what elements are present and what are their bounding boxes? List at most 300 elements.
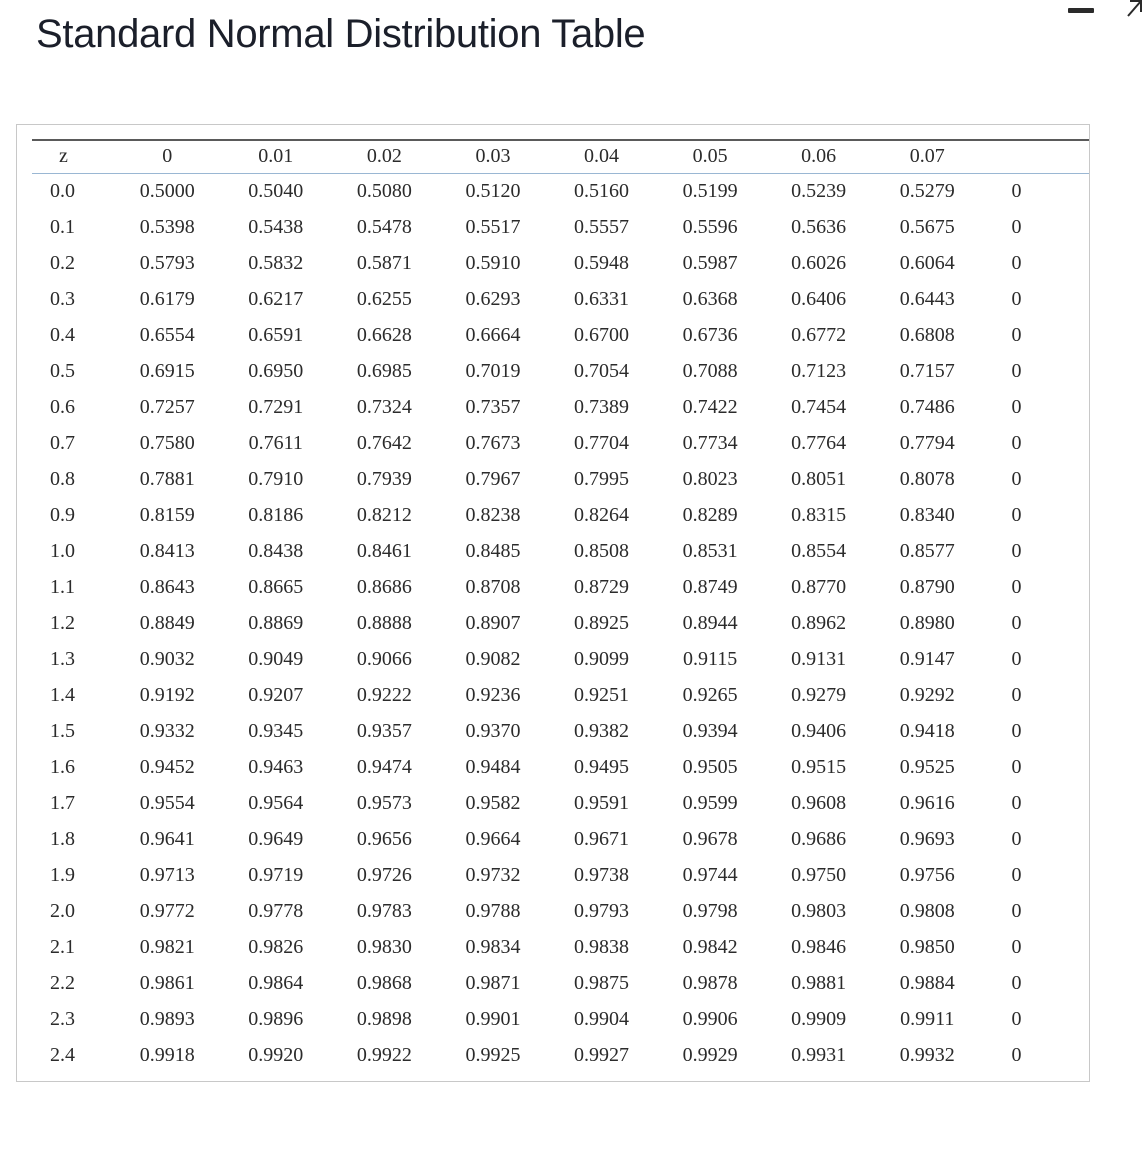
probability-cell: 0.9906 <box>682 1007 738 1030</box>
probability-cell: 0.7673 <box>465 431 521 454</box>
z-value-cell: 2.1 <box>50 935 75 958</box>
probability-cell: 0.5160 <box>574 179 630 202</box>
probability-cell: 0.7611 <box>248 431 303 454</box>
z-value-cell: 0.4 <box>50 323 75 346</box>
probability-cell: 0.9909 <box>791 1007 847 1030</box>
probability-cell: 0.9850 <box>899 935 955 958</box>
probability-cell: 0.9082 <box>465 647 521 670</box>
probability-cell: 0.7794 <box>899 431 955 454</box>
z-value-cell: 0.0 <box>50 179 75 202</box>
probability-cell: 0.8186 <box>248 503 304 526</box>
probability-cell: 0.9382 <box>574 719 630 742</box>
probability-cell: 0.7734 <box>682 431 738 454</box>
probability-cell: 0.9279 <box>791 683 847 706</box>
probability-cell: 0.9846 <box>791 935 847 958</box>
z-value-cell: 2.4 <box>50 1043 75 1066</box>
probability-cell: 0.9236 <box>465 683 521 706</box>
probability-cell: 0.9678 <box>682 827 738 850</box>
table-row <box>32 821 1089 857</box>
probability-cell: 0.5279 <box>899 179 955 202</box>
probability-cell: 0.9931 <box>791 1043 847 1066</box>
table-header-row <box>32 139 1089 173</box>
clipped-column-cell: 0 <box>1011 431 1022 454</box>
probability-cell: 0.9838 <box>574 935 630 958</box>
probability-cell: 0.9726 <box>356 863 412 886</box>
probability-cell: 0.5636 <box>791 215 847 238</box>
probability-cell: 0.9463 <box>248 755 304 778</box>
probability-cell: 0.9772 <box>139 899 195 922</box>
clipped-column-cell: 0 <box>1011 827 1022 850</box>
table-row <box>32 1001 1089 1037</box>
probability-cell: 0.8749 <box>682 575 738 598</box>
probability-cell: 0.5675 <box>899 215 955 238</box>
cut-off-cell <box>439 1073 548 1082</box>
probability-cell: 0.9798 <box>682 899 738 922</box>
table-row <box>32 965 1089 1001</box>
probability-cell: 0.6406 <box>791 287 847 310</box>
z-value-cell: 1.2 <box>50 611 75 634</box>
column-header: 0.02 <box>366 144 402 167</box>
probability-cell: 0.7642 <box>356 431 412 454</box>
probability-cell: 0.9495 <box>574 755 630 778</box>
table-row <box>32 533 1089 569</box>
column-header: 0.06 <box>801 144 837 167</box>
table-row <box>32 893 1089 929</box>
probability-cell: 0.9808 <box>899 899 955 922</box>
probability-cell: 0.9418 <box>899 719 955 742</box>
probability-cell: 0.9357 <box>356 719 412 742</box>
probability-cell: 0.6293 <box>465 287 521 310</box>
probability-cell: 0.7019 <box>465 359 521 382</box>
probability-cell: 0.9744 <box>682 863 738 886</box>
probability-cell: 0.9788 <box>465 899 521 922</box>
column-header: 0.04 <box>584 144 620 167</box>
clipped-column-cell: 0 <box>1011 647 1022 670</box>
probability-cell: 0.9871 <box>465 971 521 994</box>
probability-cell: 0.9292 <box>899 683 955 706</box>
clipped-column-cell: 0 <box>1011 179 1022 202</box>
probability-cell: 0.9904 <box>574 1007 630 1030</box>
z-value-cell: 0.3 <box>50 287 75 310</box>
probability-cell: 0.9573 <box>356 791 412 814</box>
probability-cell: 0.5793 <box>139 251 195 274</box>
probability-cell: 0.5910 <box>465 251 521 274</box>
probability-cell: 0.6985 <box>356 359 412 382</box>
z-value-cell: 1.7 <box>50 791 75 814</box>
z-column-header: z <box>59 144 68 167</box>
probability-cell: 0.9131 <box>791 647 847 670</box>
probability-cell: 0.5517 <box>465 215 521 238</box>
probability-cell: 0.9222 <box>356 683 412 706</box>
clipped-column-cell: 0 <box>1011 323 1022 346</box>
table-row <box>32 641 1089 677</box>
probability-cell: 0.9868 <box>356 971 412 994</box>
probability-cell: 0.5557 <box>574 215 630 238</box>
table-row <box>32 245 1089 281</box>
table-row <box>32 317 1089 353</box>
probability-cell: 0.9599 <box>682 791 738 814</box>
probability-cell: 0.9505 <box>682 755 738 778</box>
probability-cell: 0.7580 <box>139 431 195 454</box>
probability-cell: 0.9664 <box>465 827 521 850</box>
probability-cell: 0.5040 <box>248 179 304 202</box>
clipped-column-cell: 0 <box>1011 863 1022 886</box>
probability-cell: 0.7088 <box>682 359 738 382</box>
z-value-cell: 1.4 <box>50 683 75 706</box>
clipped-column-cell: 0 <box>1011 755 1022 778</box>
probability-cell: 0.5398 <box>139 215 195 238</box>
z-value-cell: 2.2 <box>50 971 75 994</box>
probability-cell: 0.6255 <box>356 287 412 310</box>
probability-cell: 0.6664 <box>465 323 521 346</box>
probability-cell: 0.9192 <box>139 683 195 706</box>
probability-cell: 0.9830 <box>356 935 412 958</box>
probability-cell: 0.9911 <box>900 1007 955 1030</box>
table-row <box>32 173 1089 209</box>
probability-cell: 0.9898 <box>356 1007 412 1030</box>
probability-cell: 0.9115 <box>682 647 738 670</box>
probability-cell: 0.8340 <box>899 503 955 526</box>
probability-cell: 0.9582 <box>465 791 521 814</box>
probability-cell: 0.5199 <box>682 179 738 202</box>
clipped-column-cell: 0 <box>1011 899 1022 922</box>
probability-cell: 0.6443 <box>899 287 955 310</box>
probability-cell: 0.8315 <box>791 503 847 526</box>
probability-cell: 0.9332 <box>139 719 195 742</box>
probability-cell: 0.9693 <box>899 827 955 850</box>
probability-cell: 0.6026 <box>791 251 847 274</box>
probability-cell: 0.7054 <box>574 359 630 382</box>
probability-cell: 0.6950 <box>248 359 304 382</box>
probability-cell: 0.9049 <box>248 647 304 670</box>
probability-cell: 0.8289 <box>682 503 738 526</box>
probability-cell: 0.8461 <box>356 539 412 562</box>
probability-cell: 0.9738 <box>574 863 630 886</box>
table-row <box>32 929 1089 965</box>
probability-cell: 0.5596 <box>682 215 738 238</box>
probability-cell: 0.7454 <box>791 395 847 418</box>
cut-off-cell <box>656 1073 765 1082</box>
probability-cell: 0.5871 <box>356 251 412 274</box>
probability-cell: 0.6179 <box>139 287 195 310</box>
probability-cell: 0.7324 <box>356 395 412 418</box>
cut-off-cell <box>982 1073 1089 1082</box>
probability-cell: 0.7939 <box>356 467 412 490</box>
probability-cell: 0.5120 <box>465 179 521 202</box>
clipped-column-cell: 0 <box>1011 1043 1022 1066</box>
probability-cell: 0.9893 <box>139 1007 195 1030</box>
z-value-cell: 0.6 <box>50 395 75 418</box>
probability-cell: 0.9834 <box>465 935 521 958</box>
probability-cell: 0.6772 <box>791 323 847 346</box>
probability-cell: 0.8485 <box>465 539 521 562</box>
probability-cell: 0.8264 <box>574 503 630 526</box>
probability-cell: 0.6628 <box>356 323 412 346</box>
probability-cell: 0.8554 <box>791 539 847 562</box>
probability-cell: 0.9591 <box>574 791 630 814</box>
probability-cell: 0.9671 <box>574 827 630 850</box>
z-value-cell: 0.7 <box>50 431 75 454</box>
probability-cell: 0.5478 <box>356 215 412 238</box>
probability-cell: 0.6591 <box>248 323 304 346</box>
page-title: Standard Normal Distribution Table <box>36 12 646 56</box>
probability-cell: 0.8790 <box>899 575 955 598</box>
probability-cell: 0.9778 <box>248 899 304 922</box>
probability-cell: 0.8980 <box>899 611 955 634</box>
z-value-cell: 1.5 <box>50 719 75 742</box>
probability-cell: 0.9484 <box>465 755 521 778</box>
probability-cell: 0.8770 <box>791 575 847 598</box>
table-row <box>32 461 1089 497</box>
probability-cell: 0.9525 <box>899 755 955 778</box>
minimize-icon[interactable] <box>1068 8 1094 13</box>
z-value-cell: 2.3 <box>50 1007 75 1030</box>
probability-cell: 0.9032 <box>139 647 195 670</box>
probability-cell: 0.7357 <box>465 395 521 418</box>
probability-cell: 0.9608 <box>791 791 847 814</box>
probability-cell: 0.9099 <box>574 647 630 670</box>
probability-cell: 0.7486 <box>899 395 955 418</box>
probability-cell: 0.9821 <box>139 935 195 958</box>
expand-icon[interactable] <box>1124 0 1142 18</box>
cut-off-cell <box>330 1073 439 1082</box>
probability-cell: 0.9732 <box>465 863 521 886</box>
clipped-column-cell: 0 <box>1011 1007 1022 1030</box>
probability-cell: 0.9370 <box>465 719 521 742</box>
probability-cell: 0.7995 <box>574 467 630 490</box>
z-value-cell: 0.1 <box>50 215 75 238</box>
probability-cell: 0.9474 <box>356 755 412 778</box>
probability-cell: 0.7291 <box>248 395 304 418</box>
probability-cell: 0.8159 <box>139 503 195 526</box>
probability-cell: 0.8708 <box>465 575 521 598</box>
probability-cell: 0.9881 <box>791 971 847 994</box>
probability-cell: 0.7881 <box>139 467 195 490</box>
probability-cell: 0.7257 <box>139 395 195 418</box>
probability-cell: 0.7123 <box>791 359 847 382</box>
column-header: 0.01 <box>258 144 294 167</box>
table-row <box>32 389 1089 425</box>
table-row <box>32 857 1089 893</box>
probability-cell: 0.5987 <box>682 251 738 274</box>
z-value-cell: 1.9 <box>50 863 75 886</box>
probability-cell: 0.8907 <box>465 611 521 634</box>
clipped-column-cell: 0 <box>1011 611 1022 634</box>
z-value-cell: 1.8 <box>50 827 75 850</box>
z-value-cell: 0.9 <box>50 503 75 526</box>
probability-cell: 0.8577 <box>899 539 955 562</box>
probability-cell: 0.9616 <box>899 791 955 814</box>
probability-cell: 0.6808 <box>899 323 955 346</box>
probability-cell: 0.9929 <box>682 1043 738 1066</box>
probability-cell: 0.9656 <box>356 827 412 850</box>
probability-cell: 0.8665 <box>248 575 304 598</box>
probability-cell: 0.5000 <box>139 179 195 202</box>
probability-cell: 0.6217 <box>248 287 304 310</box>
probability-cell: 0.7422 <box>682 395 738 418</box>
probability-cell: 0.6368 <box>682 287 738 310</box>
probability-cell: 0.9756 <box>899 863 955 886</box>
probability-cell: 0.9901 <box>465 1007 521 1030</box>
table-row <box>32 785 1089 821</box>
standard-normal-table <box>32 139 1089 1082</box>
clipped-column-cell: 0 <box>1011 935 1022 958</box>
table-row <box>32 209 1089 245</box>
probability-cell: 0.9394 <box>682 719 738 742</box>
probability-cell: 0.9686 <box>791 827 847 850</box>
probability-cell: 0.8078 <box>899 467 955 490</box>
probability-cell: 0.9564 <box>248 791 304 814</box>
probability-cell: 0.9803 <box>791 899 847 922</box>
probability-cell: 0.9922 <box>356 1043 412 1066</box>
column-header: 0.05 <box>692 144 728 167</box>
cut-off-cell <box>32 1073 113 1082</box>
probability-cell: 0.8869 <box>248 611 304 634</box>
column-header: 0 <box>162 144 173 167</box>
probability-cell: 0.9896 <box>248 1007 304 1030</box>
clipped-column-cell: 0 <box>1011 467 1022 490</box>
column-header: 0.07 <box>909 144 945 167</box>
probability-cell: 0.9406 <box>791 719 847 742</box>
probability-cell: 0.6554 <box>139 323 195 346</box>
probability-cell: 0.9793 <box>574 899 630 922</box>
cut-off-cell <box>113 1073 222 1082</box>
probability-cell: 0.9066 <box>356 647 412 670</box>
probability-cell: 0.9842 <box>682 935 738 958</box>
probability-cell: 0.9207 <box>248 683 304 706</box>
column-header: 0.03 <box>475 144 511 167</box>
probability-cell: 0.9251 <box>574 683 630 706</box>
probability-cell: 0.8531 <box>682 539 738 562</box>
probability-cell: 0.8888 <box>356 611 412 634</box>
clipped-column-cell: 0 <box>1011 791 1022 814</box>
clipped-column-cell: 0 <box>1011 287 1022 310</box>
table-row <box>32 425 1089 461</box>
table-row <box>32 677 1089 713</box>
cut-off-cell <box>547 1073 656 1082</box>
probability-cell: 0.9452 <box>139 755 195 778</box>
probability-cell: 0.9826 <box>248 935 304 958</box>
table-image-frame <box>16 124 1090 1082</box>
z-value-cell: 1.1 <box>50 575 75 598</box>
clipped-column-cell: 0 <box>1011 683 1022 706</box>
table-row <box>32 353 1089 389</box>
probability-cell: 0.8413 <box>139 539 195 562</box>
probability-cell: 0.5438 <box>248 215 304 238</box>
z-value-cell: 1.3 <box>50 647 75 670</box>
probability-cell: 0.9345 <box>248 719 304 742</box>
clipped-column-cell: 0 <box>1011 359 1022 382</box>
probability-cell: 0.8849 <box>139 611 195 634</box>
z-value-cell: 2.0 <box>50 899 75 922</box>
probability-cell: 0.7764 <box>791 431 847 454</box>
probability-cell: 0.5948 <box>574 251 630 274</box>
table-row <box>32 749 1089 785</box>
cut-off-cell <box>222 1073 331 1082</box>
probability-cell: 0.6915 <box>139 359 195 382</box>
probability-cell: 0.9875 <box>574 971 630 994</box>
cut-off-row <box>32 1073 1089 1082</box>
table-row <box>32 497 1089 533</box>
probability-cell: 0.9918 <box>139 1043 195 1066</box>
table-row <box>32 713 1089 749</box>
z-value-cell: 1.0 <box>50 539 75 562</box>
probability-cell: 0.8729 <box>574 575 630 598</box>
probability-cell: 0.9932 <box>899 1043 955 1066</box>
probability-cell: 0.9147 <box>899 647 955 670</box>
probability-cell: 0.9641 <box>139 827 195 850</box>
clipped-column-cell: 0 <box>1011 215 1022 238</box>
probability-cell: 0.8212 <box>356 503 412 526</box>
clipped-column-cell: 0 <box>1011 575 1022 598</box>
z-value-cell: 1.6 <box>50 755 75 778</box>
cut-off-cell <box>764 1073 873 1082</box>
probability-cell: 0.8238 <box>465 503 521 526</box>
probability-cell: 0.9925 <box>465 1043 521 1066</box>
probability-cell: 0.8023 <box>682 467 738 490</box>
probability-cell: 0.8944 <box>682 611 738 634</box>
clipped-column-cell: 0 <box>1011 719 1022 742</box>
z-value-cell: 0.2 <box>50 251 75 274</box>
probability-cell: 0.9878 <box>682 971 738 994</box>
probability-cell: 0.9920 <box>248 1043 304 1066</box>
probability-cell: 0.7910 <box>248 467 304 490</box>
z-value-cell: 0.8 <box>50 467 75 490</box>
probability-cell: 0.6736 <box>682 323 738 346</box>
cut-off-cell <box>873 1073 982 1082</box>
probability-cell: 0.7967 <box>465 467 521 490</box>
probability-cell: 0.8643 <box>139 575 195 598</box>
clipped-column-header <box>982 139 1089 173</box>
probability-cell: 0.6700 <box>574 323 630 346</box>
probability-cell: 0.7157 <box>899 359 955 382</box>
probability-cell: 0.9884 <box>899 971 955 994</box>
probability-cell: 0.9750 <box>791 863 847 886</box>
clipped-column-cell: 0 <box>1011 251 1022 274</box>
probability-cell: 0.5832 <box>248 251 304 274</box>
probability-cell: 0.9719 <box>248 863 304 886</box>
probability-cell: 0.9554 <box>139 791 195 814</box>
clipped-column-cell: 0 <box>1011 539 1022 562</box>
table-row <box>32 605 1089 641</box>
clipped-column-cell: 0 <box>1011 971 1022 994</box>
probability-cell: 0.9649 <box>248 827 304 850</box>
probability-cell: 0.8438 <box>248 539 304 562</box>
probability-cell: 0.6331 <box>574 287 630 310</box>
probability-cell: 0.9713 <box>139 863 195 886</box>
probability-cell: 0.9927 <box>574 1043 630 1066</box>
probability-cell: 0.9861 <box>139 971 195 994</box>
probability-cell: 0.8686 <box>356 575 412 598</box>
clipped-column-cell: 0 <box>1011 503 1022 526</box>
probability-cell: 0.9864 <box>248 971 304 994</box>
probability-cell: 0.8051 <box>791 467 847 490</box>
probability-cell: 0.7704 <box>574 431 630 454</box>
probability-cell: 0.9265 <box>682 683 738 706</box>
probability-cell: 0.8508 <box>574 539 630 562</box>
probability-cell: 0.9515 <box>791 755 847 778</box>
probability-cell: 0.8962 <box>791 611 847 634</box>
probability-cell: 0.8925 <box>574 611 630 634</box>
probability-cell: 0.9783 <box>356 899 412 922</box>
table-row <box>32 569 1089 605</box>
probability-cell: 0.5239 <box>791 179 847 202</box>
probability-cell: 0.7389 <box>574 395 630 418</box>
table-row <box>32 1037 1089 1073</box>
table-row <box>32 281 1089 317</box>
z-value-cell: 0.5 <box>50 359 75 382</box>
clipped-column-cell: 0 <box>1011 395 1022 418</box>
